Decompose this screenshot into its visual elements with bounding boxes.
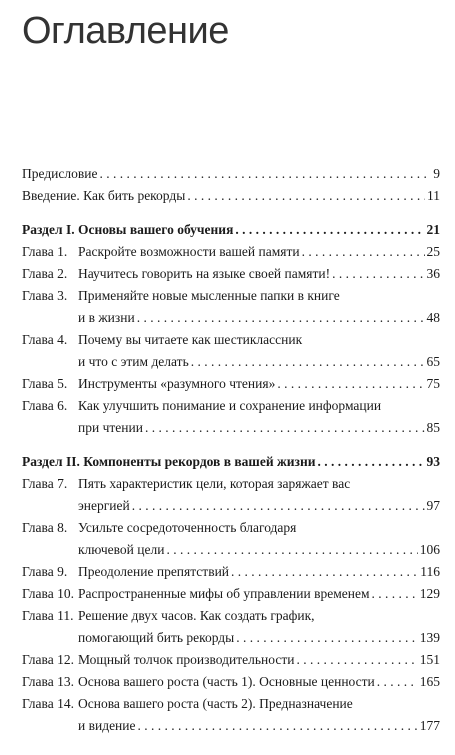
entry-body [22, 219, 440, 241]
entry-body [78, 649, 440, 671]
entry-body [78, 473, 440, 517]
toc-part-heading[interactable] [22, 451, 440, 473]
entry-body [78, 263, 440, 285]
entry-line [22, 219, 440, 241]
toc-chapter-entry[interactable] [22, 693, 440, 737]
toc-chapter-entry[interactable] [22, 285, 440, 329]
entry-title: Научитесь говорить на языке своей памяти! [78, 266, 331, 281]
entry-line [78, 539, 440, 561]
entry-title: Введение. Как бить рекорды [22, 188, 186, 203]
page-number: 75 [426, 376, 440, 391]
entry-line [78, 263, 440, 285]
dot-leader [164, 539, 417, 561]
table-of-contents [22, 163, 440, 737]
dot-leader [143, 417, 425, 439]
page-number: 151 [419, 652, 440, 667]
entry-body [78, 395, 440, 439]
chapter-number: Глава 11. [22, 608, 74, 623]
entry-line [78, 351, 440, 373]
entry-line [78, 285, 440, 307]
entry-title: и в жизни [78, 310, 135, 325]
dot-leader [136, 715, 418, 737]
entry-title: Преодоление препятствий [78, 564, 230, 579]
entry-title: Основа вашего роста (часть 1). Основные ценности [78, 674, 375, 689]
entry-line [78, 605, 440, 627]
page-number: 11 [427, 188, 440, 203]
entry-line [78, 417, 440, 439]
dot-leader [275, 373, 424, 395]
entry-body [78, 373, 440, 395]
dot-leader [130, 495, 425, 517]
entry-title: помогающий бить рекорды [78, 630, 235, 645]
toc-front-entry[interactable] [22, 185, 440, 207]
entry-body [78, 329, 440, 373]
toc-chapter-entry[interactable] [22, 583, 440, 605]
chapter-number: Глава 4. [22, 332, 68, 347]
entry-line [78, 649, 440, 671]
toc-part-heading[interactable] [22, 219, 440, 241]
entry-line [22, 163, 440, 185]
entry-body [78, 583, 440, 605]
toc-chapter-entry[interactable] [22, 373, 440, 395]
entry-body [78, 693, 440, 737]
chapter-number: Глава 5. [22, 376, 68, 391]
page-number: 65 [426, 354, 440, 369]
entry-title: Как улучшить понимание и сохранение информации [78, 398, 382, 413]
page-title: Оглавление [22, 10, 229, 52]
toc-chapter-entry[interactable] [22, 473, 440, 517]
entry-line [78, 395, 440, 417]
entry-body [78, 517, 440, 561]
chapter-number: Глава 1. [22, 244, 68, 259]
toc-chapter-entry[interactable] [22, 517, 440, 561]
chapter-number: Глава 14. [22, 696, 74, 711]
entry-body [78, 605, 440, 649]
entry-title: Распространенные мифы об управлении временем [78, 586, 370, 601]
page-number: 106 [419, 542, 440, 557]
entry-body [78, 561, 440, 583]
entry-line [78, 715, 440, 737]
dot-leader [189, 351, 425, 373]
entry-line [78, 561, 440, 583]
entry-title: ключевой цели [78, 542, 165, 557]
entry-line [78, 495, 440, 517]
toc-front-entry[interactable] [22, 163, 440, 185]
chapter-number: Глава 7. [22, 476, 68, 491]
entry-line [22, 451, 440, 473]
page-number: 85 [426, 420, 440, 435]
entry-body [22, 163, 440, 185]
page-number: 25 [426, 244, 440, 259]
page-number: 9 [433, 166, 440, 181]
page-number: 93 [426, 454, 440, 469]
page-number: 139 [419, 630, 440, 645]
page-number: 36 [426, 266, 440, 281]
entry-line [78, 583, 440, 605]
page-number: 177 [419, 718, 440, 733]
entry-title: Основа вашего роста (часть 2). Предназначение [78, 696, 353, 711]
entry-line [78, 373, 440, 395]
toc-chapter-entry[interactable] [22, 649, 440, 671]
entry-title: Усильте сосредоточенность благодаря [78, 520, 297, 535]
entry-title: Раздел I. Основы вашего обучения [22, 222, 234, 237]
entry-line [78, 517, 440, 539]
chapter-number: Глава 2. [22, 266, 68, 281]
dot-leader [294, 649, 417, 671]
entry-line [78, 241, 440, 263]
entry-title: Раздел II. Компоненты рекордов в вашей жизни [22, 454, 316, 469]
chapter-number: Глава 8. [22, 520, 68, 535]
dot-leader [135, 307, 425, 329]
toc-chapter-entry[interactable] [22, 671, 440, 693]
dot-leader [370, 583, 418, 605]
toc-chapter-entry[interactable] [22, 329, 440, 373]
toc-chapter-entry[interactable] [22, 561, 440, 583]
entry-line [78, 307, 440, 329]
dot-leader [316, 451, 425, 473]
entry-body [78, 285, 440, 329]
dot-leader [234, 627, 418, 649]
dot-leader [300, 241, 425, 263]
entry-title: при чтении [78, 420, 143, 435]
entry-title: Почему вы читаете как шестиклассник [78, 332, 303, 347]
page-number: 21 [426, 222, 440, 237]
entry-body [22, 451, 440, 473]
entry-title: энергией [78, 498, 130, 513]
entry-title: Мощный толчок производительности [78, 652, 295, 667]
dot-leader [229, 561, 418, 583]
toc-chapter-entry[interactable] [22, 263, 440, 285]
entry-line [22, 185, 440, 207]
toc-chapter-entry[interactable] [22, 241, 440, 263]
entry-title: и видение [78, 718, 136, 733]
entry-body [22, 185, 440, 207]
chapter-number: Глава 9. [22, 564, 68, 579]
dot-leader [97, 163, 431, 185]
page-number: 165 [419, 674, 440, 689]
entry-title: Применяйте новые мысленные папки в книге [78, 288, 340, 303]
chapter-number: Глава 13. [22, 674, 74, 689]
entry-title: и что с этим делать [78, 354, 189, 369]
entry-line [78, 627, 440, 649]
entry-line [78, 671, 440, 693]
entry-body [78, 241, 440, 263]
toc-chapter-entry[interactable] [22, 395, 440, 439]
entry-title: Пять характеристик цели, которая заряжает вас [78, 476, 351, 491]
entry-title: Инструменты «разумного чтения» [78, 376, 276, 391]
dot-leader [185, 185, 425, 207]
entry-title: Предисловие [22, 166, 98, 181]
page-number: 116 [420, 564, 440, 579]
chapter-number: Глава 3. [22, 288, 68, 303]
entry-line [78, 693, 440, 715]
page-number: 129 [419, 586, 440, 601]
entry-body [78, 671, 440, 693]
entry-title: Раскройте возможности вашей памяти [78, 244, 300, 259]
entry-line [78, 329, 440, 351]
toc-chapter-entry[interactable] [22, 605, 440, 649]
page-number: 97 [426, 498, 440, 513]
chapter-number: Глава 10. [22, 586, 74, 601]
dot-leader [233, 219, 424, 241]
chapter-number: Глава 6. [22, 398, 68, 413]
dot-leader [375, 671, 418, 693]
dot-leader [330, 263, 424, 285]
entry-line [78, 473, 440, 495]
page-number: 48 [426, 310, 440, 325]
entry-title: Решение двух часов. Как создать график, [78, 608, 315, 623]
chapter-number: Глава 12. [22, 652, 74, 667]
